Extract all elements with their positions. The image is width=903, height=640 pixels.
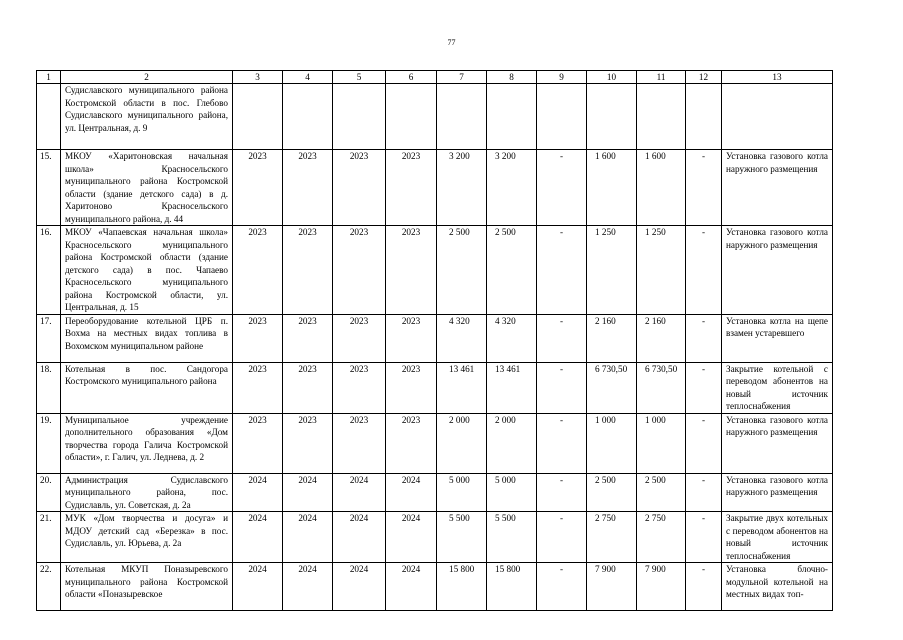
row-number-cell: 22.: [37, 563, 61, 611]
column-number-13: 13: [722, 71, 833, 84]
year-cell: 2023: [386, 413, 437, 473]
table-row: [37, 473, 833, 512]
amount-cell: -: [686, 314, 722, 362]
amount-cell: [537, 84, 587, 150]
amount-cell: [637, 84, 686, 150]
year-cell: 2024: [283, 563, 333, 611]
amount-cell: 2 500: [487, 226, 537, 315]
amount-cell: 7 900: [637, 563, 686, 611]
amount-cell: 6 730,50: [637, 362, 686, 413]
object-name-cell: МУК «Дом творчества и досуга» и МДОУ детский сад «Березка» в пос. Судиславль, ул. Юрьева, д. 2а: [61, 512, 233, 563]
column-number-8: 8: [487, 71, 537, 84]
measure-description-cell: Установка газового котла наружного размещения: [722, 473, 833, 512]
year-cell: 2023: [283, 413, 333, 473]
amount-cell: 5 000: [487, 473, 537, 512]
measure-description-cell: Установка блочно-модульной котельной на местных видах топ-: [722, 563, 833, 611]
amount-cell: 1 600: [587, 150, 637, 226]
year-cell: 2023: [283, 226, 333, 315]
amount-cell: -: [686, 473, 722, 512]
amount-cell: -: [537, 226, 587, 315]
column-number-5: 5: [333, 71, 386, 84]
amount-cell: 5 500: [437, 512, 487, 563]
year-cell: 2023: [386, 150, 437, 226]
amount-cell: 4 320: [437, 314, 487, 362]
amount-cell: 2 000: [487, 413, 537, 473]
amount-cell: -: [537, 563, 587, 611]
amount-cell: 1 600: [637, 150, 686, 226]
amount-cell: -: [537, 362, 587, 413]
amount-cell: 3 200: [437, 150, 487, 226]
year-cell: 2023: [233, 362, 283, 413]
row-number-cell: 19.: [37, 413, 61, 473]
amount-cell: 1 250: [587, 226, 637, 315]
amount-cell: 7 900: [587, 563, 637, 611]
year-cell: [386, 84, 437, 150]
year-cell: 2023: [233, 413, 283, 473]
amount-cell: 1 250: [637, 226, 686, 315]
year-cell: 2023: [333, 413, 386, 473]
table-row: [37, 226, 833, 315]
row-number-cell: 21.: [37, 512, 61, 563]
year-cell: 2024: [333, 563, 386, 611]
amount-cell: 2 750: [637, 512, 686, 563]
column-number-3: 3: [233, 71, 283, 84]
amount-cell: -: [686, 512, 722, 563]
amount-cell: [686, 84, 722, 150]
object-name-cell: Судиславского муниципального района Костромской области в пос. Глебово Судиславского муниципального района, ул. Центральная, д. 9: [61, 84, 233, 150]
column-number-1: 1: [37, 71, 61, 84]
amount-cell: 15 800: [437, 563, 487, 611]
measure-description-cell: Установка котла на щепе взамен устаревшего: [722, 314, 833, 362]
year-cell: 2023: [333, 362, 386, 413]
row-number-cell: 17.: [37, 314, 61, 362]
table-row: [37, 362, 833, 413]
amount-cell: 2 500: [587, 473, 637, 512]
amount-cell: 15 800: [487, 563, 537, 611]
year-cell: 2023: [333, 314, 386, 362]
table-row: [37, 512, 833, 563]
page-number: 77: [447, 38, 456, 47]
column-number-11: 11: [637, 71, 686, 84]
amount-cell: -: [537, 473, 587, 512]
amount-cell: -: [686, 362, 722, 413]
measure-description-cell: Установка газового котла наружного размещения: [722, 413, 833, 473]
amount-cell: 1 000: [637, 413, 686, 473]
amount-cell: 13 461: [437, 362, 487, 413]
table-row: [37, 314, 833, 362]
year-cell: 2023: [233, 150, 283, 226]
amount-cell: 13 461: [487, 362, 537, 413]
object-name-cell: Муниципальное учреждение дополнительного образования «Дом творчества города Галича Костромской области», г. Галич, ул. Леднева, д. 2: [61, 413, 233, 473]
amount-cell: [437, 84, 487, 150]
object-name-cell: МКОУ «Чапаевская начальная школа» Красносельского муниципального района Костромской области (здание детского сада) в пос. Чапаево Красносельского муниципального района Костромской области, ул. Центральная, д. 15: [61, 226, 233, 315]
year-cell: 2023: [283, 314, 333, 362]
amount-cell: 4 320: [487, 314, 537, 362]
object-name-cell: Котельная МКУП Поназыревского муниципального района Костромской области «Поназыревское: [61, 563, 233, 611]
column-number-12: 12: [686, 71, 722, 84]
column-number-9: 9: [537, 71, 587, 84]
year-cell: 2024: [386, 512, 437, 563]
amount-cell: -: [537, 512, 587, 563]
year-cell: 2023: [283, 150, 333, 226]
amount-cell: 2 000: [437, 413, 487, 473]
year-cell: [333, 84, 386, 150]
amount-cell: 2 750: [587, 512, 637, 563]
year-cell: 2023: [386, 314, 437, 362]
row-number-cell: 16.: [37, 226, 61, 315]
amount-cell: [487, 84, 537, 150]
row-number-cell: 18.: [37, 362, 61, 413]
column-number-2: 2: [61, 71, 233, 84]
measure-description-cell: Закрытие двух котельных с переводом абонентов на новый источник теплоснабжения: [722, 512, 833, 563]
amount-cell: -: [686, 563, 722, 611]
row-number-cell: 20.: [37, 473, 61, 512]
table-row: [37, 563, 833, 611]
amount-cell: 6 730,50: [587, 362, 637, 413]
table-row: [37, 84, 833, 150]
object-name-cell: Котельная в пос. Сандогора Костромского муниципального района: [61, 362, 233, 413]
amount-cell: 2 160: [637, 314, 686, 362]
year-cell: 2023: [233, 314, 283, 362]
amount-cell: 1 000: [587, 413, 637, 473]
measure-description-cell: [722, 84, 833, 150]
amount-cell: -: [537, 150, 587, 226]
amount-cell: 5 000: [437, 473, 487, 512]
year-cell: [283, 84, 333, 150]
amount-cell: 2 500: [637, 473, 686, 512]
amount-cell: 3 200: [487, 150, 537, 226]
column-number-7: 7: [437, 71, 487, 84]
amount-cell: -: [537, 413, 587, 473]
amount-cell: 2 160: [587, 314, 637, 362]
amount-cell: -: [686, 413, 722, 473]
year-cell: 2023: [233, 226, 283, 315]
row-number-cell: 15.: [37, 150, 61, 226]
object-name-cell: МКОУ «Харитоновская начальная школа» Красносельского муниципального района Костромской области (здание детского сада) в д. Харитоново Красносельского муниципального района, д. 44: [61, 150, 233, 226]
amount-cell: -: [686, 226, 722, 315]
year-cell: 2024: [233, 512, 283, 563]
column-number-4: 4: [283, 71, 333, 84]
table-row: [37, 150, 833, 226]
table-body: [37, 71, 833, 611]
amount-cell: [587, 84, 637, 150]
object-name-cell: Переоборудование котельной ЦРБ п. Вохма на местных видах топлива в Вохомском муниципальном районе: [61, 314, 233, 362]
year-cell: 2024: [386, 563, 437, 611]
amount-cell: 2 500: [437, 226, 487, 315]
year-cell: 2024: [333, 512, 386, 563]
year-cell: 2024: [386, 473, 437, 512]
year-cell: 2023: [386, 362, 437, 413]
amount-cell: -: [686, 150, 722, 226]
year-cell: 2023: [283, 362, 333, 413]
measure-description-cell: Закрытие котельной с переводом абонентов на новый источник теплоснабжения: [722, 362, 833, 413]
year-cell: 2024: [283, 512, 333, 563]
measure-description-cell: Установка газового котла наружного размещения: [722, 226, 833, 315]
row-number-cell: [37, 84, 61, 150]
year-cell: 2024: [283, 473, 333, 512]
year-cell: [233, 84, 283, 150]
year-cell: 2023: [333, 150, 386, 226]
column-number-10: 10: [587, 71, 637, 84]
column-number-6: 6: [386, 71, 437, 84]
object-name-cell: Администрация Судиславского муниципального района, пос. Судиславль, ул. Советская, д. 2а: [61, 473, 233, 512]
amount-cell: -: [537, 314, 587, 362]
year-cell: 2024: [233, 563, 283, 611]
year-cell: 2024: [333, 473, 386, 512]
year-cell: 2023: [333, 226, 386, 315]
year-cell: 2023: [386, 226, 437, 315]
table-row: [37, 413, 833, 473]
investment-table: [36, 70, 833, 611]
column-number-row: [37, 71, 833, 84]
amount-cell: 5 500: [487, 512, 537, 563]
year-cell: 2024: [233, 473, 283, 512]
measure-description-cell: Установка газового котла наружного размещения: [722, 150, 833, 226]
